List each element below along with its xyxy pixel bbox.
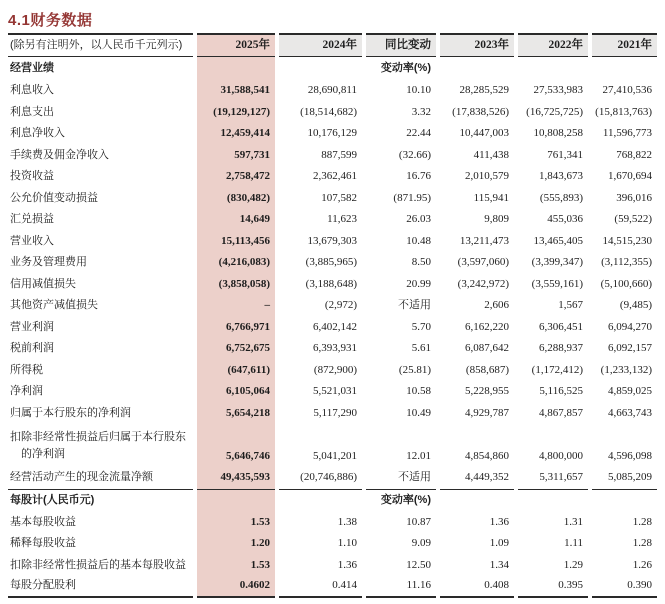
value-cell: 0.408 [440,576,514,598]
row-label-line2: 的净利润 [21,447,65,460]
row-label: 利息收入 [10,84,54,97]
value-cell: 1.10 [337,537,357,550]
section-header-row [8,489,657,512]
table-row [8,424,657,467]
value-cell: 5,521,031 [313,385,357,398]
value-cell: 14,515,230 [602,234,652,247]
value-cell: (18,514,682) [300,105,357,118]
value-cell: 1.28 [632,537,652,550]
row-label: 归属于本行股东的净利润 [10,406,131,419]
value-cell: 1.36 [489,515,509,528]
table-row [8,338,657,360]
value-cell: 8.50 [411,256,431,269]
row-label: 基本每股收益 [10,515,76,528]
value-cell: 27,410,536 [602,84,652,97]
value-cell: 4,596,098 [608,450,652,463]
row-label: 公允价值变动损益 [10,191,98,204]
table-row [8,403,657,425]
empty-cell [592,489,657,512]
value-cell: 6,094,270 [608,320,652,333]
empty-cell [279,489,362,512]
table-row [8,467,657,489]
value-2025: 6,766,971 [197,317,275,339]
value-cell: 10,176,129 [307,127,357,140]
value-cell: 12.50 [406,558,431,571]
value-cell: 10.49 [406,406,431,419]
value-cell: 9,809 [484,213,509,226]
value-cell: 6,162,220 [465,320,509,333]
row-label: 经营活动产生的现金流量净额 [10,471,153,484]
value-cell: 28,690,811 [307,84,357,97]
value-2025: 12,459,414 [197,123,275,145]
value-2025: (4,216,083) [197,252,275,274]
value-cell: (555,893) [539,191,583,204]
value-cell: 5.70 [411,320,431,333]
value-cell: (3,399,347) [531,256,583,269]
value-cell: 2,362,461 [313,170,357,183]
value-cell: 5,311,657 [539,471,583,484]
value-2025: 597,731 [197,145,275,167]
value-cell: 4,929,787 [465,406,509,419]
value-cell: 2,010,579 [465,170,509,183]
value-cell: 5,041,201 [313,450,357,463]
table-row [8,555,657,577]
empty-cell [440,57,514,80]
table-row [8,512,657,534]
value-cell: 1.38 [337,515,357,528]
value-cell: 10.48 [406,234,431,247]
value-2025: 5,646,746 [197,424,275,467]
table-row [8,252,657,274]
value-cell: 11,623 [327,213,357,226]
value-cell: (15,813,763) [595,105,652,118]
value-cell: 13,211,473 [459,234,509,247]
value-cell: 20.99 [406,277,431,290]
row-label [8,424,193,467]
value-cell: 9.09 [411,537,431,550]
value-cell: 1,567 [558,299,583,312]
table-row [8,576,657,598]
value-cell: 4,800,000 [539,450,583,463]
value-cell: 0.395 [518,576,588,598]
value-2025: 1.53 [197,512,275,534]
value-cell: 22.44 [406,127,431,140]
row-label: 营业收入 [10,234,54,247]
value-cell: (17,838,526) [452,105,509,118]
header-col-2022: 2022年 [518,33,588,57]
value-cell: 4,854,860 [465,450,509,463]
value-cell: 6,306,451 [539,320,583,333]
header-col-2024: 2024年 [279,33,362,57]
value-2025: 14,649 [197,209,275,231]
value-cell: (3,559,161) [531,277,583,290]
row-label: 利息支出 [10,105,54,118]
empty-cell [518,489,588,512]
value-cell: 4,867,857 [539,406,583,419]
value-cell: 5,117,290 [313,406,357,419]
row-label: 所得税 [10,363,43,376]
value-cell: (858,687) [465,363,509,376]
value-cell: 1,843,673 [539,170,583,183]
highlight-column-cell [197,489,275,512]
value-cell: 5,085,209 [608,471,652,484]
value-cell: 1.26 [632,558,652,571]
value-cell: (2,972) [324,299,357,312]
row-label: 净利润 [10,385,43,398]
table-row [8,145,657,167]
value-cell: 28,285,529 [459,84,509,97]
row-label: 业务及管理费用 [10,256,87,269]
header-col-2025: 2025年 [197,33,275,57]
value-cell: 27,533,983 [533,84,583,97]
value-2025: (19,129,127) [197,102,275,124]
change-rate-label: 变动率(%) [366,489,436,512]
table-header-row [8,33,657,57]
value-cell: 0.414 [279,576,362,598]
value-cell: 1.28 [632,515,652,528]
value-2025: 6,105,064 [197,381,275,403]
row-label: 扣除非经常性损益后的基本每股收益 [10,558,186,571]
table-row [8,231,657,253]
value-2025: 1.20 [197,533,275,555]
section-title: 每股计(人民币元) [8,489,193,512]
value-cell: 115,941 [473,191,509,204]
value-cell: (32.66) [398,148,431,161]
value-cell: (1,233,132) [600,363,652,376]
value-cell: 1.36 [337,558,357,571]
value-cell: 1.09 [489,537,509,550]
value-cell: 10.58 [406,385,431,398]
value-cell: 1.29 [563,558,583,571]
value-cell: 5,116,525 [539,385,583,398]
row-label: 投资收益 [10,170,54,183]
section-header-row [8,57,657,80]
value-cell: (59,522) [614,213,652,226]
value-cell: 4,663,743 [608,406,652,419]
value-cell: 396,016 [616,191,652,204]
row-label: 稀释每股收益 [10,537,76,550]
value-cell: 13,465,405 [533,234,583,247]
value-cell: (20,746,886) [300,471,357,484]
table-row [8,102,657,124]
value-cell: 1.11 [564,537,583,550]
value-cell: 6,092,157 [608,342,652,355]
value-2025: (647,611) [197,360,275,382]
row-label: 利息净收入 [10,127,65,140]
value-cell: (3,242,972) [457,277,509,290]
value-cell: 1.31 [563,515,583,528]
empty-cell [279,57,362,80]
financial-data-table [4,33,661,598]
row-label: 税前利润 [10,342,54,355]
header-note: (除另有注明外，以人民币千元列示) [8,33,193,57]
value-cell: 10.10 [406,84,431,97]
header-col-2023: 2023年 [440,33,514,57]
value-cell: 0.390 [592,576,657,598]
table-row [8,188,657,210]
value-cell: 4,859,025 [608,385,652,398]
empty-cell [518,57,588,80]
table-row [8,274,657,296]
value-cell: 13,679,303 [307,234,357,247]
value-cell: 10.87 [406,515,431,528]
value-cell: 10,447,003 [459,127,509,140]
value-2025: 5,654,218 [197,403,275,425]
value-cell: 不适用 [398,471,431,484]
value-2025: 15,113,456 [197,231,275,253]
value-cell: (1,172,412) [531,363,583,376]
value-2025: 49,435,593 [197,467,275,489]
row-label-line1: 扣除非经常性损益后归属于本行股东 [10,430,186,443]
table-row [8,381,657,403]
value-2025: (3,858,058) [197,274,275,296]
value-cell: (872,900) [313,363,357,376]
value-cell: (3,188,648) [305,277,357,290]
table-row [8,80,657,102]
row-label: 手续费及佣金净收入 [10,148,109,161]
value-cell: 10,808,258 [533,127,583,140]
table-row [8,209,657,231]
value-cell: 11,596,773 [602,127,652,140]
value-cell: (9,485) [619,299,652,312]
empty-cell [592,57,657,80]
value-cell: 不适用 [398,299,431,312]
empty-cell [440,489,514,512]
value-2025: 6,752,675 [197,338,275,360]
value-cell: 107,582 [321,191,357,204]
value-cell: (3,112,355) [601,256,652,269]
value-cell: 761,341 [547,148,583,161]
value-cell: 11.16 [366,576,436,598]
value-2025: (830,482) [197,188,275,210]
value-cell: 5.61 [411,342,431,355]
value-cell: (5,100,660) [600,277,652,290]
page-title: 4.1财务数据 [8,12,93,29]
value-cell: (25.81) [398,363,431,376]
table-row [8,166,657,188]
value-cell: (871.95) [393,191,431,204]
value-cell: (3,597,060) [457,256,509,269]
value-cell: 455,036 [547,213,583,226]
value-cell: 16.76 [406,170,431,183]
header-col-yoy-change: 同比变动 [366,33,436,57]
value-cell: 1,670,694 [608,170,652,183]
value-cell: 26.03 [406,213,431,226]
table-row [8,533,657,555]
row-label: 每股分配股利 [8,576,193,598]
value-2025: – [197,295,275,317]
value-2025: 31,588,541 [197,80,275,102]
row-label: 信用减值损失 [10,277,76,290]
row-label: 营业利润 [10,320,54,333]
value-cell: 6,402,142 [313,320,357,333]
value-cell: 3.32 [411,105,431,118]
value-2025: 1.53 [197,555,275,577]
value-cell: 6,288,937 [539,342,583,355]
change-rate-label: 变动率(%) [380,62,431,75]
value-cell: (3,885,965) [305,256,357,269]
highlight-column-cell [197,57,275,80]
table-row [8,317,657,339]
value-cell: 5,228,955 [465,385,509,398]
value-cell: 768,822 [616,148,652,161]
section-title: 经营业绩 [10,62,54,75]
row-label: 汇兑损益 [10,213,54,226]
value-cell: 6,087,642 [465,342,509,355]
value-2025: 2,758,472 [197,166,275,188]
table-row [8,360,657,382]
value-cell: 1.34 [489,558,509,571]
value-cell: 887,599 [321,148,357,161]
value-cell: 12.01 [406,450,431,463]
table-row [8,123,657,145]
value-cell: 6,393,931 [313,342,357,355]
table-row [8,295,657,317]
value-cell: 2,606 [484,299,509,312]
value-cell: (16,725,725) [526,105,583,118]
value-2025: 0.4602 [197,576,275,598]
value-cell: 411,438 [473,148,509,161]
value-cell: 4,449,352 [465,471,509,484]
row-label: 其他资产减值损失 [10,299,98,312]
header-col-2021: 2021年 [592,33,657,57]
